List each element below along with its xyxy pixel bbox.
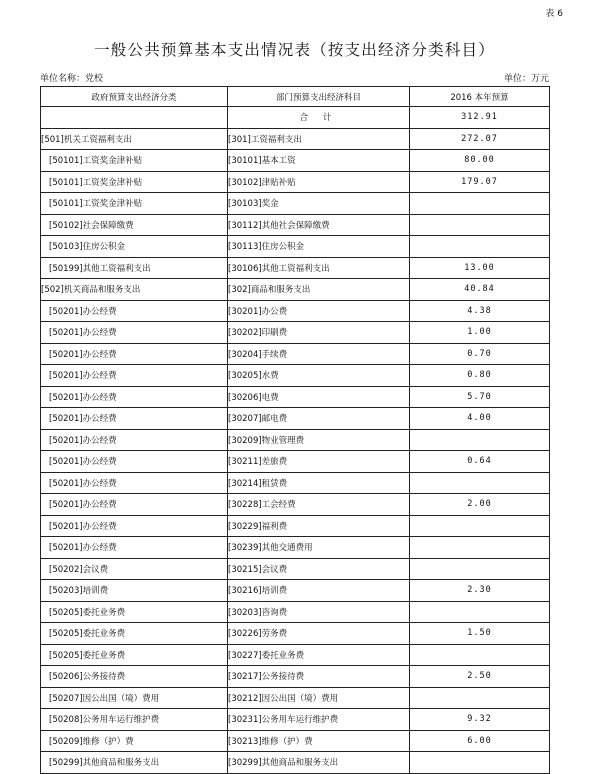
- gov-econ-category-cell: [50203]培训费: [41, 580, 228, 602]
- table-row: [41, 472, 550, 494]
- budget-amount-cell: [410, 515, 550, 537]
- budget-amount-cell: 40.84: [410, 279, 550, 301]
- gov-econ-category-cell: [50206]公务接待费: [41, 666, 228, 688]
- budget-amount-cell: 80.00: [410, 150, 550, 172]
- dept-econ-item-cell: [30227]委托业务费: [228, 644, 410, 666]
- dept-econ-item-cell: [30216]培训费: [228, 580, 410, 602]
- table-row: [41, 236, 550, 258]
- dept-econ-item-cell: [30106]其他工资福利支出: [228, 257, 410, 279]
- table-row: [41, 687, 550, 709]
- dept-econ-item-cell: [30228]工会经费: [228, 494, 410, 516]
- gov-econ-category-cell: [50208]公务用车运行维护费: [41, 709, 228, 731]
- gov-econ-category-cell: [50201]办公经费: [41, 537, 228, 559]
- total-amount: 312.91: [410, 107, 550, 129]
- gov-econ-category-cell: [50207]因公出国（境）费用: [41, 687, 228, 709]
- table-row: [41, 494, 550, 516]
- dept-econ-item-cell: [30226]劳务费: [228, 623, 410, 645]
- dept-econ-item-cell: [30211]差旅费: [228, 451, 410, 473]
- gov-econ-category-cell: [50201]办公经费: [41, 494, 228, 516]
- budget-amount-cell: 4.00: [410, 408, 550, 430]
- dept-econ-item-cell: [30213]维修（护）费: [228, 730, 410, 752]
- budget-amount-cell: [410, 601, 550, 623]
- gov-econ-category-cell: [50201]办公经费: [41, 386, 228, 408]
- table-row: [41, 343, 550, 365]
- budget-amount-cell: 4.38: [410, 300, 550, 322]
- total-row: [41, 107, 550, 129]
- budget-amount-cell: 0.64: [410, 451, 550, 473]
- table-row: [41, 128, 550, 150]
- budget-amount-cell: 6.00: [410, 730, 550, 752]
- unit-measure: 单位：万元: [503, 74, 549, 84]
- budget-amount-cell: [410, 214, 550, 236]
- budget-amount-cell: [410, 558, 550, 580]
- gov-econ-category-cell: [50201]办公经费: [41, 365, 228, 387]
- dept-econ-item-cell: [30209]物业管理费: [228, 429, 410, 451]
- gov-econ-category-cell: [50201]办公经费: [41, 300, 228, 322]
- gov-econ-category-cell: [50201]办公经费: [41, 451, 228, 473]
- table-header-row: [41, 87, 550, 107]
- dept-econ-item-cell: [30205]水费: [228, 365, 410, 387]
- dept-econ-item-cell: [30103]奖金: [228, 193, 410, 215]
- table-row: [41, 150, 550, 172]
- table-row: [41, 193, 550, 215]
- table-row: [41, 537, 550, 559]
- table-row: [41, 709, 550, 731]
- dept-econ-item-cell: [30203]咨询费: [228, 601, 410, 623]
- total-blank-cell: [41, 107, 228, 129]
- table-row: [41, 322, 550, 344]
- dept-econ-item-cell: [30102]津贴补贴: [228, 171, 410, 193]
- table-row: [41, 257, 550, 279]
- budget-amount-cell: 13.00: [410, 257, 550, 279]
- gov-econ-category-cell: [50201]办公经费: [41, 408, 228, 430]
- dept-econ-item-cell: [30202]印刷费: [228, 322, 410, 344]
- dept-econ-item-cell: [30212]因公出国（境）费用: [228, 687, 410, 709]
- dept-econ-item-cell: [30206]电费: [228, 386, 410, 408]
- gov-econ-category-cell: [50209]维修（护）费: [41, 730, 228, 752]
- dept-econ-item-cell: [30101]基本工资: [228, 150, 410, 172]
- table-row: [41, 171, 550, 193]
- budget-table: [40, 86, 550, 774]
- dept-econ-item-cell: [30201]办公费: [228, 300, 410, 322]
- table-row: [41, 666, 550, 688]
- budget-amount-cell: 9.32: [410, 709, 550, 731]
- table-row: [41, 601, 550, 623]
- table-row: [41, 214, 550, 236]
- budget-amount-cell: [410, 644, 550, 666]
- budget-amount-cell: [410, 236, 550, 258]
- budget-amount-cell: 0.80: [410, 365, 550, 387]
- dept-econ-item-cell: [302]商品和服务支出: [228, 279, 410, 301]
- dept-econ-item-cell: [30207]邮电费: [228, 408, 410, 430]
- dept-econ-item-cell: [30214]租赁费: [228, 472, 410, 494]
- table-row: [41, 515, 550, 537]
- dept-econ-item-cell: [30215]会议费: [228, 558, 410, 580]
- table-row: [41, 386, 550, 408]
- unit-name: 单位名称：党校: [40, 74, 104, 84]
- dept-econ-item-cell: [30112]其他社会保障缴费: [228, 214, 410, 236]
- gov-econ-category-cell: [50101]工资奖金津补贴: [41, 171, 228, 193]
- budget-amount-cell: [410, 752, 550, 774]
- gov-econ-category-cell: [50201]办公经费: [41, 429, 228, 451]
- dept-econ-item-cell: [30217]公务接待费: [228, 666, 410, 688]
- gov-econ-category-cell: [50201]办公经费: [41, 322, 228, 344]
- budget-amount-cell: 0.70: [410, 343, 550, 365]
- gov-econ-category-cell: [50201]办公经费: [41, 515, 228, 537]
- column-header-dept-econ: 部门预算支出经济科目: [228, 87, 410, 107]
- table-row: [41, 365, 550, 387]
- gov-econ-category-cell: [50102]社会保障缴费: [41, 214, 228, 236]
- gov-econ-category-cell: [50201]办公经费: [41, 472, 228, 494]
- budget-amount-cell: [410, 687, 550, 709]
- table-row: [41, 558, 550, 580]
- dept-econ-item-cell: [30229]福利费: [228, 515, 410, 537]
- table-row: [41, 580, 550, 602]
- gov-econ-category-cell: [50205]委托业务费: [41, 623, 228, 645]
- gov-econ-category-cell: [50205]委托业务费: [41, 644, 228, 666]
- column-header-gov-econ: 政府预算支出经济分类: [41, 87, 228, 107]
- gov-econ-category-cell: [50199]其他工资福利支出: [41, 257, 228, 279]
- dept-econ-item-cell: [301]工资福利支出: [228, 128, 410, 150]
- dept-econ-item-cell: [30113]住房公积金: [228, 236, 410, 258]
- table-row: [41, 451, 550, 473]
- dept-econ-item-cell: [30239]其他交通费用: [228, 537, 410, 559]
- gov-econ-category-cell: [50103]住房公积金: [41, 236, 228, 258]
- table-row: [41, 644, 550, 666]
- gov-econ-category-cell: [50299]其他商品和服务支出: [41, 752, 228, 774]
- gov-econ-category-cell: [50205]委托业务费: [41, 601, 228, 623]
- dept-econ-item-cell: [30299]其他商品和服务支出: [228, 752, 410, 774]
- dept-econ-item-cell: [30231]公务用车运行维护费: [228, 709, 410, 731]
- budget-amount-cell: [410, 537, 550, 559]
- budget-amount-cell: 1.50: [410, 623, 550, 645]
- budget-amount-cell: [410, 429, 550, 451]
- total-label: 合 计: [228, 107, 410, 129]
- table-row: [41, 730, 550, 752]
- table-row: [41, 623, 550, 645]
- form-number: 表 6: [545, 9, 563, 19]
- table-row: [41, 279, 550, 301]
- budget-amount-cell: 272.07: [410, 128, 550, 150]
- table-row: [41, 408, 550, 430]
- gov-econ-category-cell: [502]机关商品和服务支出: [41, 279, 228, 301]
- gov-econ-category-cell: [50201]办公经费: [41, 343, 228, 365]
- gov-econ-category-cell: [50202]会议费: [41, 558, 228, 580]
- budget-amount-cell: [410, 472, 550, 494]
- column-header-budget: 2016 本年预算: [410, 87, 550, 107]
- budget-amount-cell: 179.07: [410, 171, 550, 193]
- table-row: [41, 300, 550, 322]
- dept-econ-item-cell: [30204]手续费: [228, 343, 410, 365]
- gov-econ-category-cell: [50101]工资奖金津补贴: [41, 150, 228, 172]
- budget-amount-cell: 5.70: [410, 386, 550, 408]
- budget-amount-cell: [410, 193, 550, 215]
- budget-amount-cell: 1.00: [410, 322, 550, 344]
- budget-amount-cell: 2.50: [410, 666, 550, 688]
- gov-econ-category-cell: [501]机关工资福利支出: [41, 128, 228, 150]
- table-row: [41, 429, 550, 451]
- budget-amount-cell: 2.00: [410, 494, 550, 516]
- budget-amount-cell: 2.30: [410, 580, 550, 602]
- gov-econ-category-cell: [50101]工资奖金津补贴: [41, 193, 228, 215]
- table-row: [41, 752, 550, 774]
- page-title: 一般公共预算基本支出情况表（按支出经济分类科目）: [94, 41, 495, 59]
